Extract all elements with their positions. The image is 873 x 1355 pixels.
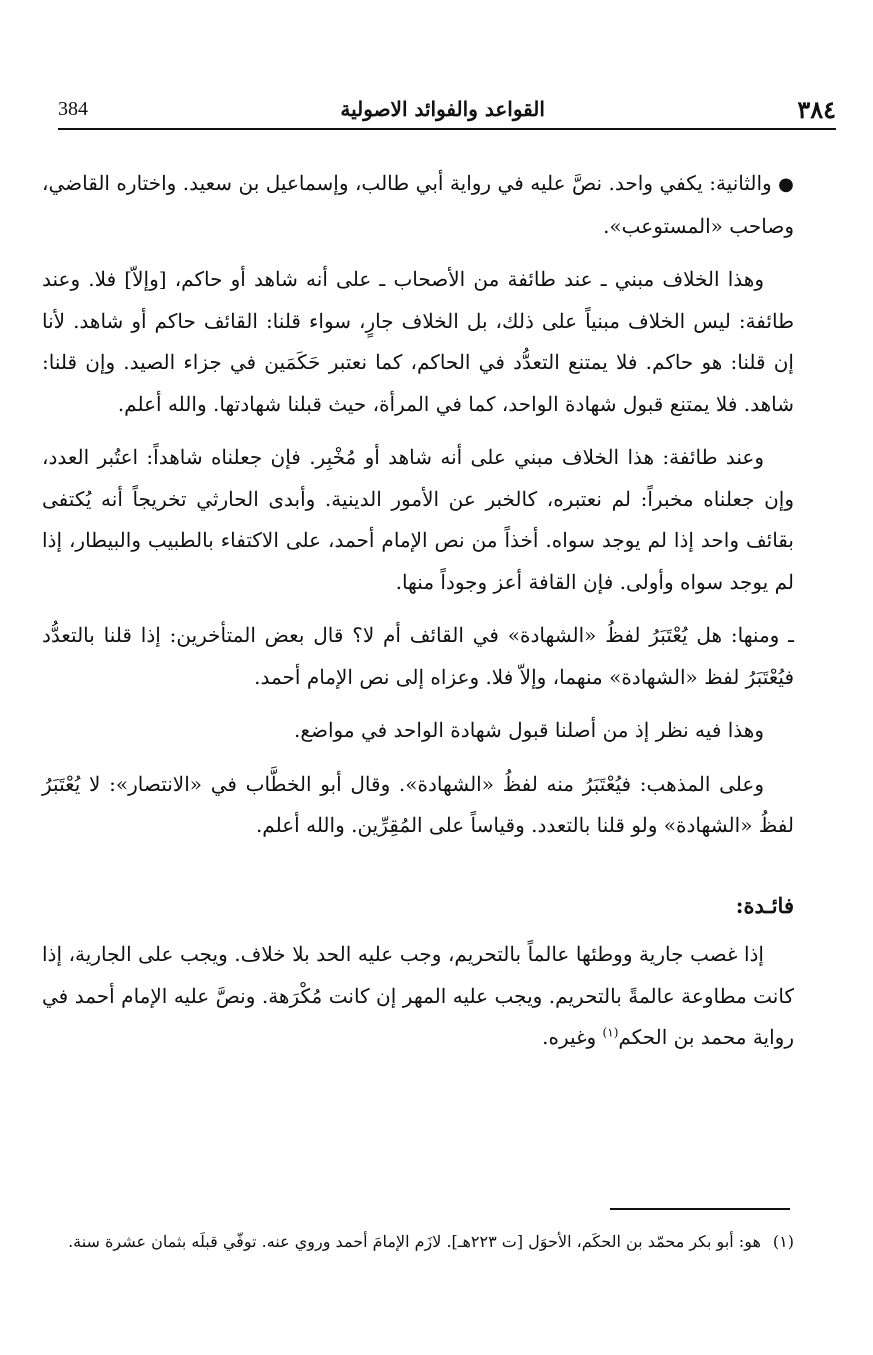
footnote [42,1226,794,1258]
page-number-latin: 384 [58,97,88,120]
header-rule [58,128,836,130]
page-number-arabic: ٣٨٤ [797,94,836,124]
body-text [42,163,794,1071]
faida-text-end: وغيره. [542,1025,603,1049]
section-heading: فائـدة: [735,892,794,918]
page-header [58,88,836,130]
paragraph-text: والثانية: يكفي واحد. نصَّ عليه في رواية أبي طالب، وإسماعيل بن سعيد. واختاره القاضي، وصاحب «المستوعب». [42,171,794,238]
paragraph: وعند طائفة: هذا الخلاف مبني على أنه شاهد أو مُخْبِر. فإن جعلناه شاهداً: اعتُبر العدد، وإن جعلناه مخبراً: لم نعتبره، كالخبر عن الأمور الدينية. وأبدى الحارثي تخريجاً أنه يُكتفى بقائف واحد إذا لم يوجد سواه. أخذاً من نص الإمام أحمد، على الاكتفاء بالطبيب والبيطار، إذا لم يوجد سواه وأولى. فإن القافة أعز وجوداً منها. [42,445,794,594]
footnote-text: هو: أبو بكر محمّد بن الحكَم، الأحوَل [ت ٢٢٣هـ]. لازَم الإمامَ أحمد وروي عنه. توفّي قبلَه بثمان عشرة سنة. [68,1232,761,1251]
footnote-number: (١) [772,1232,794,1251]
faida-paragraph [42,934,794,1059]
paragraph: ـ ومنها: هل يُعْتَبَرُ لفظُ «الشهادة» في القائف أم لا؟ قال بعض المتأخرين: إذا قلنا بالتعدُّد فيُعْتَبَرُ لفظ «الشهادة» منهما، وإلاّ فلا. وعزاه إلى نص الإمام أحمد. [42,623,794,689]
footnote-separator [610,1208,790,1210]
paragraph [42,163,794,247]
paragraph: وهذا فيه نظر إذ من أصلنا قبول شهادة الواحد في مواضع. [294,718,764,742]
bullet-icon: ● [778,174,794,195]
footnote-reference: (١) [602,1025,619,1040]
running-title: القواعد والفوائد الاصولية [340,97,545,121]
paragraph: وهذا الخلاف مبني ـ عند طائفة من الأصحاب ـ على أنه شاهد أو حاكم، [وإلاّ] فلا. وعند طائفة: ليس الخلاف مبنياً على ذلك، بل الخلاف جارٍ، سواء قلنا: القائف حاكم أو شاهد. لأنا إن قلنا: هو حاكم. فلا يمتنع التعدُّد في الحاكم، كما نعتبر حَكَمَين في جزاء الصيد. وإن قلنا: شاهد. فلا يمتنع قبول شهادة الواحد، كما في المرأة، حيث قبلنا شهادتها. والله أعلم. [42,267,794,416]
paragraph: وعلى المذهب: فيُعْتَبَرُ منه لفظُ «الشهادة». وقال أبو الخطَّاب في «الانتصار»: لا يُعْتَبَرُ لفظُ «الشهادة» ولو قلنا بالتعدد. وقياساً على المُقِرِّين. والله أعلم. [42,771,794,837]
faida-text: إذا غصب جارية ووطئها عالماً بالتحريم، وجب عليه الحد بلا خلاف. ويجب على الجارية، إذا كانت مطاوعة عالمةً بالتحريم. ويجب عليه المهر إن كانت مُكْرَهة. ونصَّ عليه الإمام أحمد في رواية محمد بن الحكم [42,942,794,1049]
